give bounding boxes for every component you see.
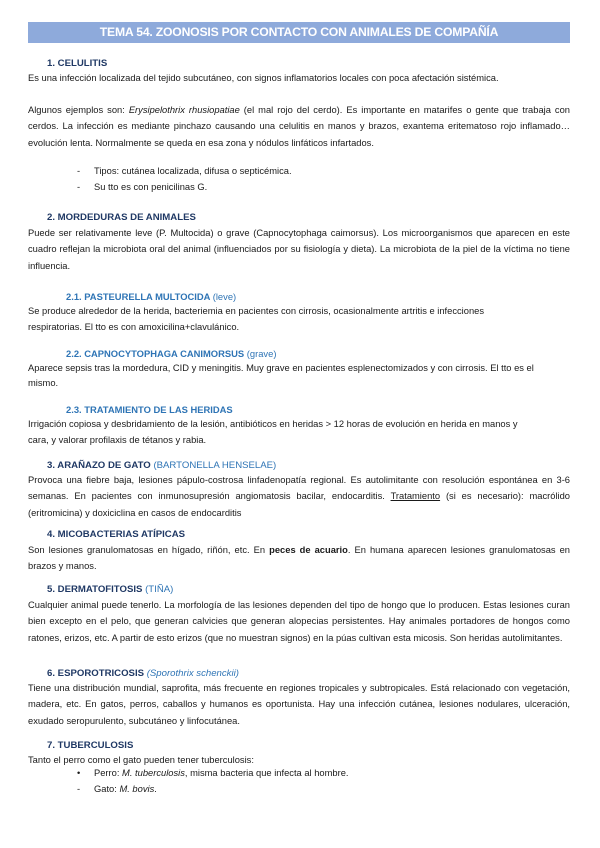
heading-aranazo-gato: 3. ARAÑAZO DE GATO (BARTONELLA HENSELAE) (47, 460, 277, 471)
celulitis-definition: Es una infección localizada del tejido subcutáneo, con signos inflamatorios locales con poca afectación sistémica. (28, 73, 499, 83)
list-item: Perro: M. tuberculosis, misma bacteria que infecta al hombre. (94, 768, 349, 778)
capnocytophaga-line-1: Aparece sepsis tras la mordedura, CID y meningitis. Muy grave en pacientes esplenectomizados y con cirrosis. El tto es el (28, 363, 534, 373)
heading-pasteurella: 2.1. PASTEURELLA MULTOCIDA (leve) (66, 291, 237, 302)
celulitis-examples: Algunos ejemplos son: Erysipelothrix rhusiopatiae (el mal rojo del cerdo). Es importante en matarifes o gente que trabaja con cerdos. La infección es mediante pinchazo causando una celulitis en manos y brazos, exantema eritematoso rojo inflamado… evolución lenta. Normalmente se queda en esa zona y nódulos linfáticos infartados. (28, 105, 570, 148)
tuberculosis-intro: Tanto el perro como el gato pueden tener tuberculosis: (28, 755, 254, 765)
tratamiento-line-2: cara, y valorar profilaxis de tétanos y rabia. (28, 435, 207, 445)
heading-esporotricosis: 6. ESPOROTRICOSIS (Sporothrix schenckii) (47, 668, 239, 679)
esporotricosis-text: Tiene una distribución mundial, saprofita, más frecuente en regiones tropicales y subtropicales. Está relacionado con vegetación, madera, etc. En gatos, perros, caballos y humanos es oportunista. Hay una infección cutánea, lesiones nodulares, ulceración, exudado seropurulento, subcutáneo y linfocutánea. (28, 683, 570, 726)
bullet-dash: - (77, 784, 81, 794)
dermatofitosis-text: Cualquier animal puede tenerlo. La morfología de las lesiones dependen del tipo de hongo que lo producen. Estas lesiones curan bien excepto en el pelo, que generan calvicies que generan alopecias persistentes. Hay animales portadores de hongos como ratones, erizos, etc. A partir de esto erizos (que no muestran signos) en la púas cultivan esta micosis. Son heridas autolimitantes. (28, 600, 570, 643)
heading-tuberculosis: 7. TUBERCULOSIS (47, 740, 134, 751)
bullet-dash: - (77, 182, 81, 192)
page-title: TEMA 54. ZOONOSIS POR CONTACTO CON ANIMALES DE COMPAÑÍA (28, 22, 570, 43)
pasteurella-line-2: respiratorias. El tto es con amoxicilina+clavulánico. (28, 322, 240, 332)
list-item: Gato: M. bovis. (94, 784, 157, 794)
tratamiento-line-1: Irrigación copiosa y desbridamiento de la lesión, antibióticos en heridas > 12 horas de evolución en herida en manos y (28, 419, 518, 429)
micobacterias-text: Son lesiones granulomatosas en hígado, riñón, etc. En peces de acuario. En humana aparecen lesiones granulomatosas en brazos y manos. (28, 545, 571, 572)
heading-celulitis: 1. CELULITIS (47, 58, 108, 69)
pasteurella-line-1: Se produce alrededor de la herida, bacteriemia en pacientes con cirrosis, ocasionalmente artritis e infecciones (28, 306, 485, 316)
bullet-dot: • (77, 768, 81, 778)
heading-micobacterias: 4. MICOBACTERIAS ATÍPICAS (47, 529, 186, 540)
heading-mordeduras: 2. MORDEDURAS DE ANIMALES (47, 212, 196, 223)
aranazo-text: Provoca una fiebre baja, lesiones pápulo-costrosa linfadenopatía regional. Es autolimitante con resolución espontánea en 3-6 semanas. En pacientes con inmunosupresión angiomatosis bacilar, endocarditis. Tratamiento (si es necesario): macrólido (eritromicina) y doxiciclina en casos de endocarditis (28, 475, 570, 518)
capnocytophaga-line-2: mismo. (28, 378, 59, 388)
mordeduras-intro: Puede ser relativamente leve (P. Multocida) o grave (Capnocytophaga caimorsus). Los microorganismos que aparecen en este cuadro reflejan la microbiota oral del animal (influenciados por su fisiología y dieta). La microbiota de la piel de la víctima no tiene influencia. (28, 228, 570, 271)
bullet-dash: - (77, 166, 81, 176)
heading-dermatofitosis: 5. DERMATOFITOSIS (TIÑA) (47, 584, 174, 595)
heading-tratamiento-heridas: 2.3. TRATAMIENTO DE LAS HERIDAS (66, 404, 233, 415)
list-item: Tipos: cutánea localizada, difusa o septicémica. (94, 166, 292, 176)
heading-capnocytophaga: 2.2. CAPNOCYTOPHAGA CANIMORSUS (grave) (66, 348, 277, 359)
list-item: Su tto es con penicilinas G. (94, 182, 208, 192)
